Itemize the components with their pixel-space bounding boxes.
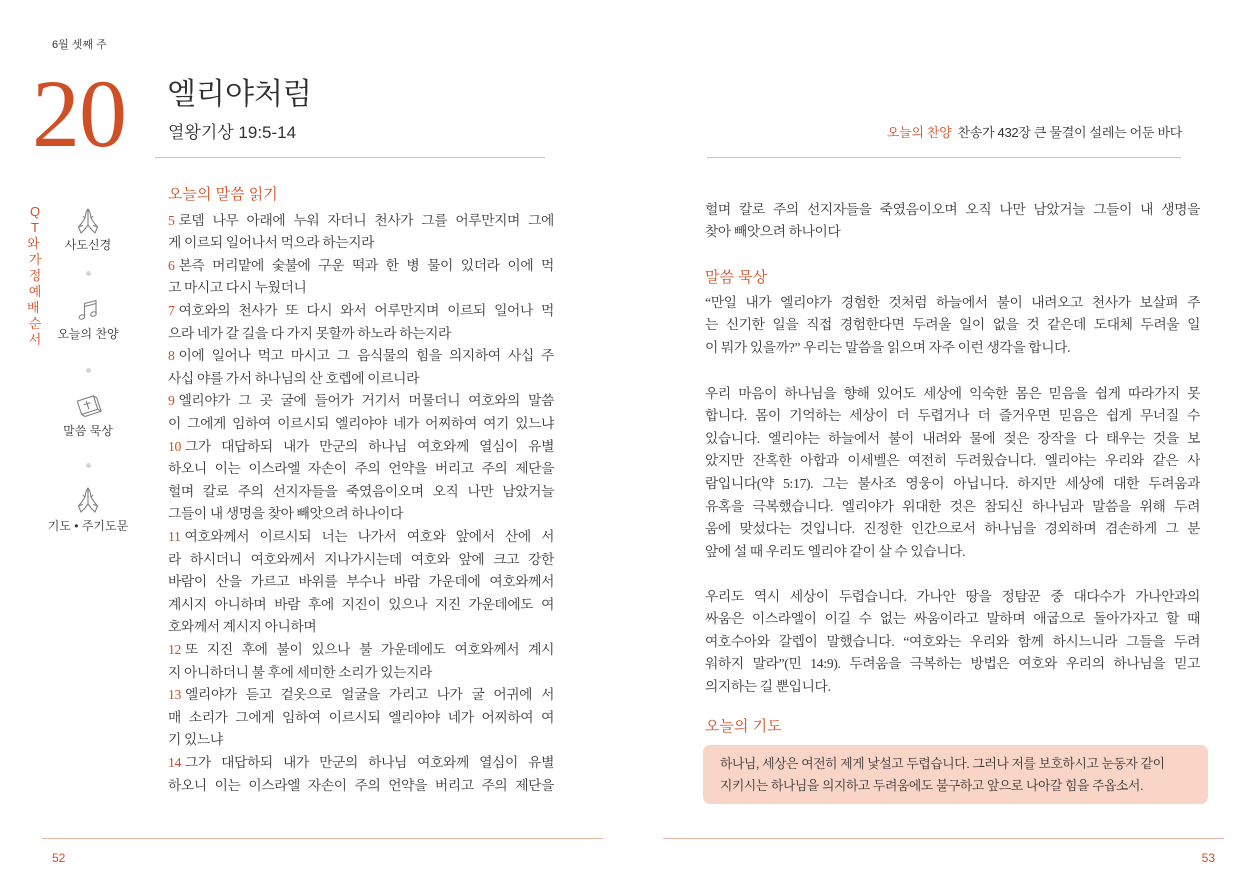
step-divider-dot <box>86 368 91 373</box>
verse-text: 기 있느냐 <box>168 732 223 748</box>
text-line: 는 신기한 일을 직접 경험한다면 두려울 일이 없을 것 같은데 도대체 두려울 일 <box>705 317 1200 333</box>
step-label-creed: 사도신경 <box>64 238 112 252</box>
verse-text: 매 소리가 그에게 임하여 이르시되 엘리야야 네가 어찌하여 여 <box>168 709 554 725</box>
meditation-paragraph <box>705 383 1200 564</box>
text-line: “만일 내가 엘리야가 경험한 것처럼 하늘에서 불이 내려오고 천사가 보살펴 주 <box>705 294 1200 310</box>
scripture-reference: 열왕기상 19:5-14 <box>168 123 297 142</box>
hymn-label: 오늘의 찬양 <box>886 125 952 140</box>
verse-text: 엘리야가 그 곳 굴에 들어가 거기서 머물더니 여호와의 말씀 <box>178 393 554 409</box>
text-line: 워하지 말라”(민 14:9). 두려움을 극복하는 방법은 여호와 우리의 하나님을 믿고 <box>705 656 1200 672</box>
text-line: 의지하는 길 뿐입니다. <box>705 679 831 695</box>
step-divider-dot <box>86 271 91 276</box>
bible-icon <box>72 390 104 420</box>
verse-text: 바람이 산을 가르고 바위를 부수나 바람 가운데에 여호와께서 <box>168 574 554 590</box>
verse-line <box>168 594 554 617</box>
prayer-heading: 오늘의 기도 <box>705 718 782 735</box>
verse-line <box>168 436 554 459</box>
text-line: 우리도 역시 세상이 두렵습니다. 가나안 땅을 정탐꾼 중 대다수가 가나안과의 <box>705 588 1200 604</box>
verse-text: 또 지진 후에 불이 있으나 불 가운데에도 여호와께서 계시 <box>185 641 554 657</box>
verse-text: 여호와께서 이르시되 너는 나가서 여호와 앞에서 산에 서 <box>184 529 554 544</box>
prayer-box <box>703 745 1208 804</box>
verse-line <box>168 503 554 526</box>
verse-text: 그가 대답하되 내가 만군의 하나님 여호와께 열심이 유별 <box>185 438 554 454</box>
verse-text: 사십 야를 가서 하나님의 산 호렙에 이르니라 <box>168 370 419 386</box>
verse-number: 7 <box>168 303 175 319</box>
verse-line <box>168 210 554 233</box>
text-line: 합니다. 몸이 기억하는 세상이 더 두렵거나 더 즐거우면 믿음은 쉽게 무너질 수 <box>705 408 1200 424</box>
step-divider-dot <box>86 463 91 468</box>
verse-line <box>168 458 554 481</box>
verse-line <box>168 481 554 504</box>
step-label-prayer: 기도 • 주기도문 <box>47 519 129 533</box>
verse-line <box>168 549 554 572</box>
verse-text: 지 아니하더니 불 후에 세미한 소리가 있는지라 <box>168 664 432 680</box>
text-line: 람입니다(약 5:17). 그는 불사조 영웅이 아닙니다. 하지만 세상에 대한 두려움과 <box>705 476 1200 492</box>
meditation-paragraph <box>705 292 1200 360</box>
page-number-left: 52 <box>52 851 66 865</box>
text-line: 우리 마음이 하나님을 향해 있어도 세상에 익숙한 몸은 믿음을 쉽게 따라가지 못 <box>705 385 1200 401</box>
text-line: 이 뭐가 있을까?” 우리는 말씀을 읽으며 자주 이런 생각을 합니다. <box>705 339 1071 355</box>
verse-line <box>168 300 554 323</box>
verse-text: 이에 일어나 먹고 마시고 그 음식물의 힘을 의지하여 사십 주 <box>178 348 554 364</box>
verse-text: 호와께서 계시지 아니하며 <box>168 619 317 635</box>
page-number-right: 53 <box>1201 851 1215 865</box>
verse-line <box>168 255 554 278</box>
verse-line <box>168 526 554 549</box>
verse-line <box>168 571 554 594</box>
verse-line <box>168 345 554 368</box>
verse-line <box>168 707 554 730</box>
verse-text: 으라 네가 갈 길을 다 가지 못할까 하노라 하는지라 <box>168 325 451 341</box>
header-rule-left <box>155 157 545 158</box>
verse-text: 고 마시고 다시 누웠더니 <box>168 280 307 296</box>
reading-continued <box>705 199 1200 244</box>
week-label: 6월 셋째 주 <box>52 39 107 51</box>
text-line: 유혹을 극복했습니다. 엘리야가 위대한 것은 참되신 하나님과 말씀을 위해 두려 <box>705 498 1200 514</box>
verse-text: 엘리야가 듣고 겉옷으로 얼굴을 가리고 나가 굴 어귀에 서 <box>185 687 554 703</box>
verse-text: 라 하시더니 여호와께서 지나가시는데 여호와 앞에 크고 강한 <box>168 551 554 567</box>
step-label-meditation: 말씀 묵상 <box>63 424 113 438</box>
text-line: 있습니다. 엘리야는 하늘에서 불이 내려와 물에 젖은 장작을 다 태우는 것을 보 <box>705 430 1200 446</box>
verse-text: 헐며 칼로 주의 선지자들을 죽였음이오며 오직 나만 남았거늘 <box>168 483 554 499</box>
verse-line <box>168 323 554 346</box>
verse-line <box>168 775 554 798</box>
prayer-line: 하나님, 세상은 여전히 제게 낯설고 두렵습니다. 그러나 저를 보호하시고 눈동자 같이 <box>720 756 1165 771</box>
verse-line <box>168 662 554 685</box>
verse-text: 그들이 내 생명을 찾아 빼앗으려 하나이다 <box>168 506 404 522</box>
verse-text: 로뎀 나무 아래에 누워 자더니 천사가 그를 어루만지며 그에 <box>178 212 554 228</box>
verse-text: 하오니 이는 이스라엘 자손이 주의 언약을 버리고 주의 제단을 <box>168 461 554 477</box>
praying-hands-icon <box>74 207 102 235</box>
verse-number: 11 <box>168 529 181 544</box>
vertical-label: QT와 가정예배 순서 <box>27 204 44 347</box>
verse-text: 본즉 머리맡에 숯불에 구운 떡과 한 병 물이 있더라 이에 먹 <box>178 257 554 273</box>
text-line: 여호수아와 갈렙이 말했습니다. “여호와는 우리와 함께 하시느니라 그들을 두려 <box>705 633 1200 649</box>
verse-text: 여호와의 천사가 또 다시 와서 어루만지며 이르되 일어나 먹 <box>178 303 554 319</box>
header-rule-right <box>707 157 1181 158</box>
verse-line <box>168 752 554 775</box>
verse-number: 13 <box>168 687 181 703</box>
verse-text: 이 그에게 임하여 이르시되 엘리야야 네가 어찌하여 여기 있느냐 <box>168 416 554 432</box>
text-line: 움에 맞섰다는 것입니다. 진정한 인간으로서 하나님을 경외하며 겸손하게 그 분 <box>705 521 1200 537</box>
hymn-title: 찬송가 432장 큰 물결이 설레는 어둔 바다 <box>957 125 1182 140</box>
text-line: 헐며 칼로 주의 선지자들을 죽였음이오며 오직 나만 남았거늘 그들이 내 생명을 <box>705 201 1200 217</box>
text-line: 싸움은 이스라엘이 이길 수 없는 싸움이라고 말하며 애굽으로 돌아가자고 할 때 <box>705 611 1200 627</box>
reading-heading: 오늘의 말씀 읽기 <box>168 186 278 203</box>
meditation-heading: 말씀 묵상 <box>705 269 768 286</box>
praying-hands-icon <box>74 486 102 514</box>
verse-line <box>168 639 554 662</box>
text-line: 찾아 빼앗으려 하나이다 <box>705 224 841 240</box>
verse-text: 게 이르되 일어나서 먹으라 하는지라 <box>168 235 375 251</box>
verse-number: 12 <box>168 641 181 657</box>
verse-line <box>168 232 554 255</box>
verse-text: 하오니 이는 이스라엘 자손이 주의 언약을 버리고 주의 제단을 <box>168 777 554 793</box>
verse-line <box>168 390 554 413</box>
prayer-line: 지키시는 하나님을 의지하고 두려움에도 불구하고 앞으로 나아갈 힘을 주옵소서. <box>720 778 1144 793</box>
verse-line <box>168 277 554 300</box>
music-notes-icon <box>74 296 102 324</box>
verse-text: 계시지 아니하며 바람 후에 지진이 있으나 지진 가운데에도 여 <box>168 596 554 612</box>
footer-rule-right <box>663 838 1224 839</box>
text-line: 앞에 설 때 우리도 엘리야 같이 살 수 있습니다. <box>705 543 966 559</box>
verse-number: 5 <box>168 212 175 228</box>
verse-number: 6 <box>168 257 175 273</box>
verse-line <box>168 729 554 752</box>
verse-number: 10 <box>168 438 181 454</box>
step-label-hymn: 오늘의 찬양 <box>57 327 119 341</box>
meditation-paragraph <box>705 586 1200 699</box>
verse-line <box>168 616 554 639</box>
text-line: 았지만 잔혹한 아합과 이세벨은 여전히 두려웠습니다. 엘리야는 우리와 같은 사 <box>705 453 1200 469</box>
verse-number: 14 <box>168 754 181 770</box>
verse-line <box>168 413 554 436</box>
verse-number: 8 <box>168 348 175 364</box>
verse-number: 9 <box>168 393 175 409</box>
scripture-text <box>168 210 554 797</box>
footer-rule-left <box>42 838 603 839</box>
verse-line <box>168 368 554 391</box>
verse-line <box>168 684 554 707</box>
page-title: 엘리야처럼 <box>167 78 312 111</box>
todays-hymn <box>887 123 1182 143</box>
verse-text: 그가 대답하되 내가 만군의 하나님 여호와께 열심이 유별 <box>185 754 554 770</box>
day-number: 20 <box>32 60 126 167</box>
